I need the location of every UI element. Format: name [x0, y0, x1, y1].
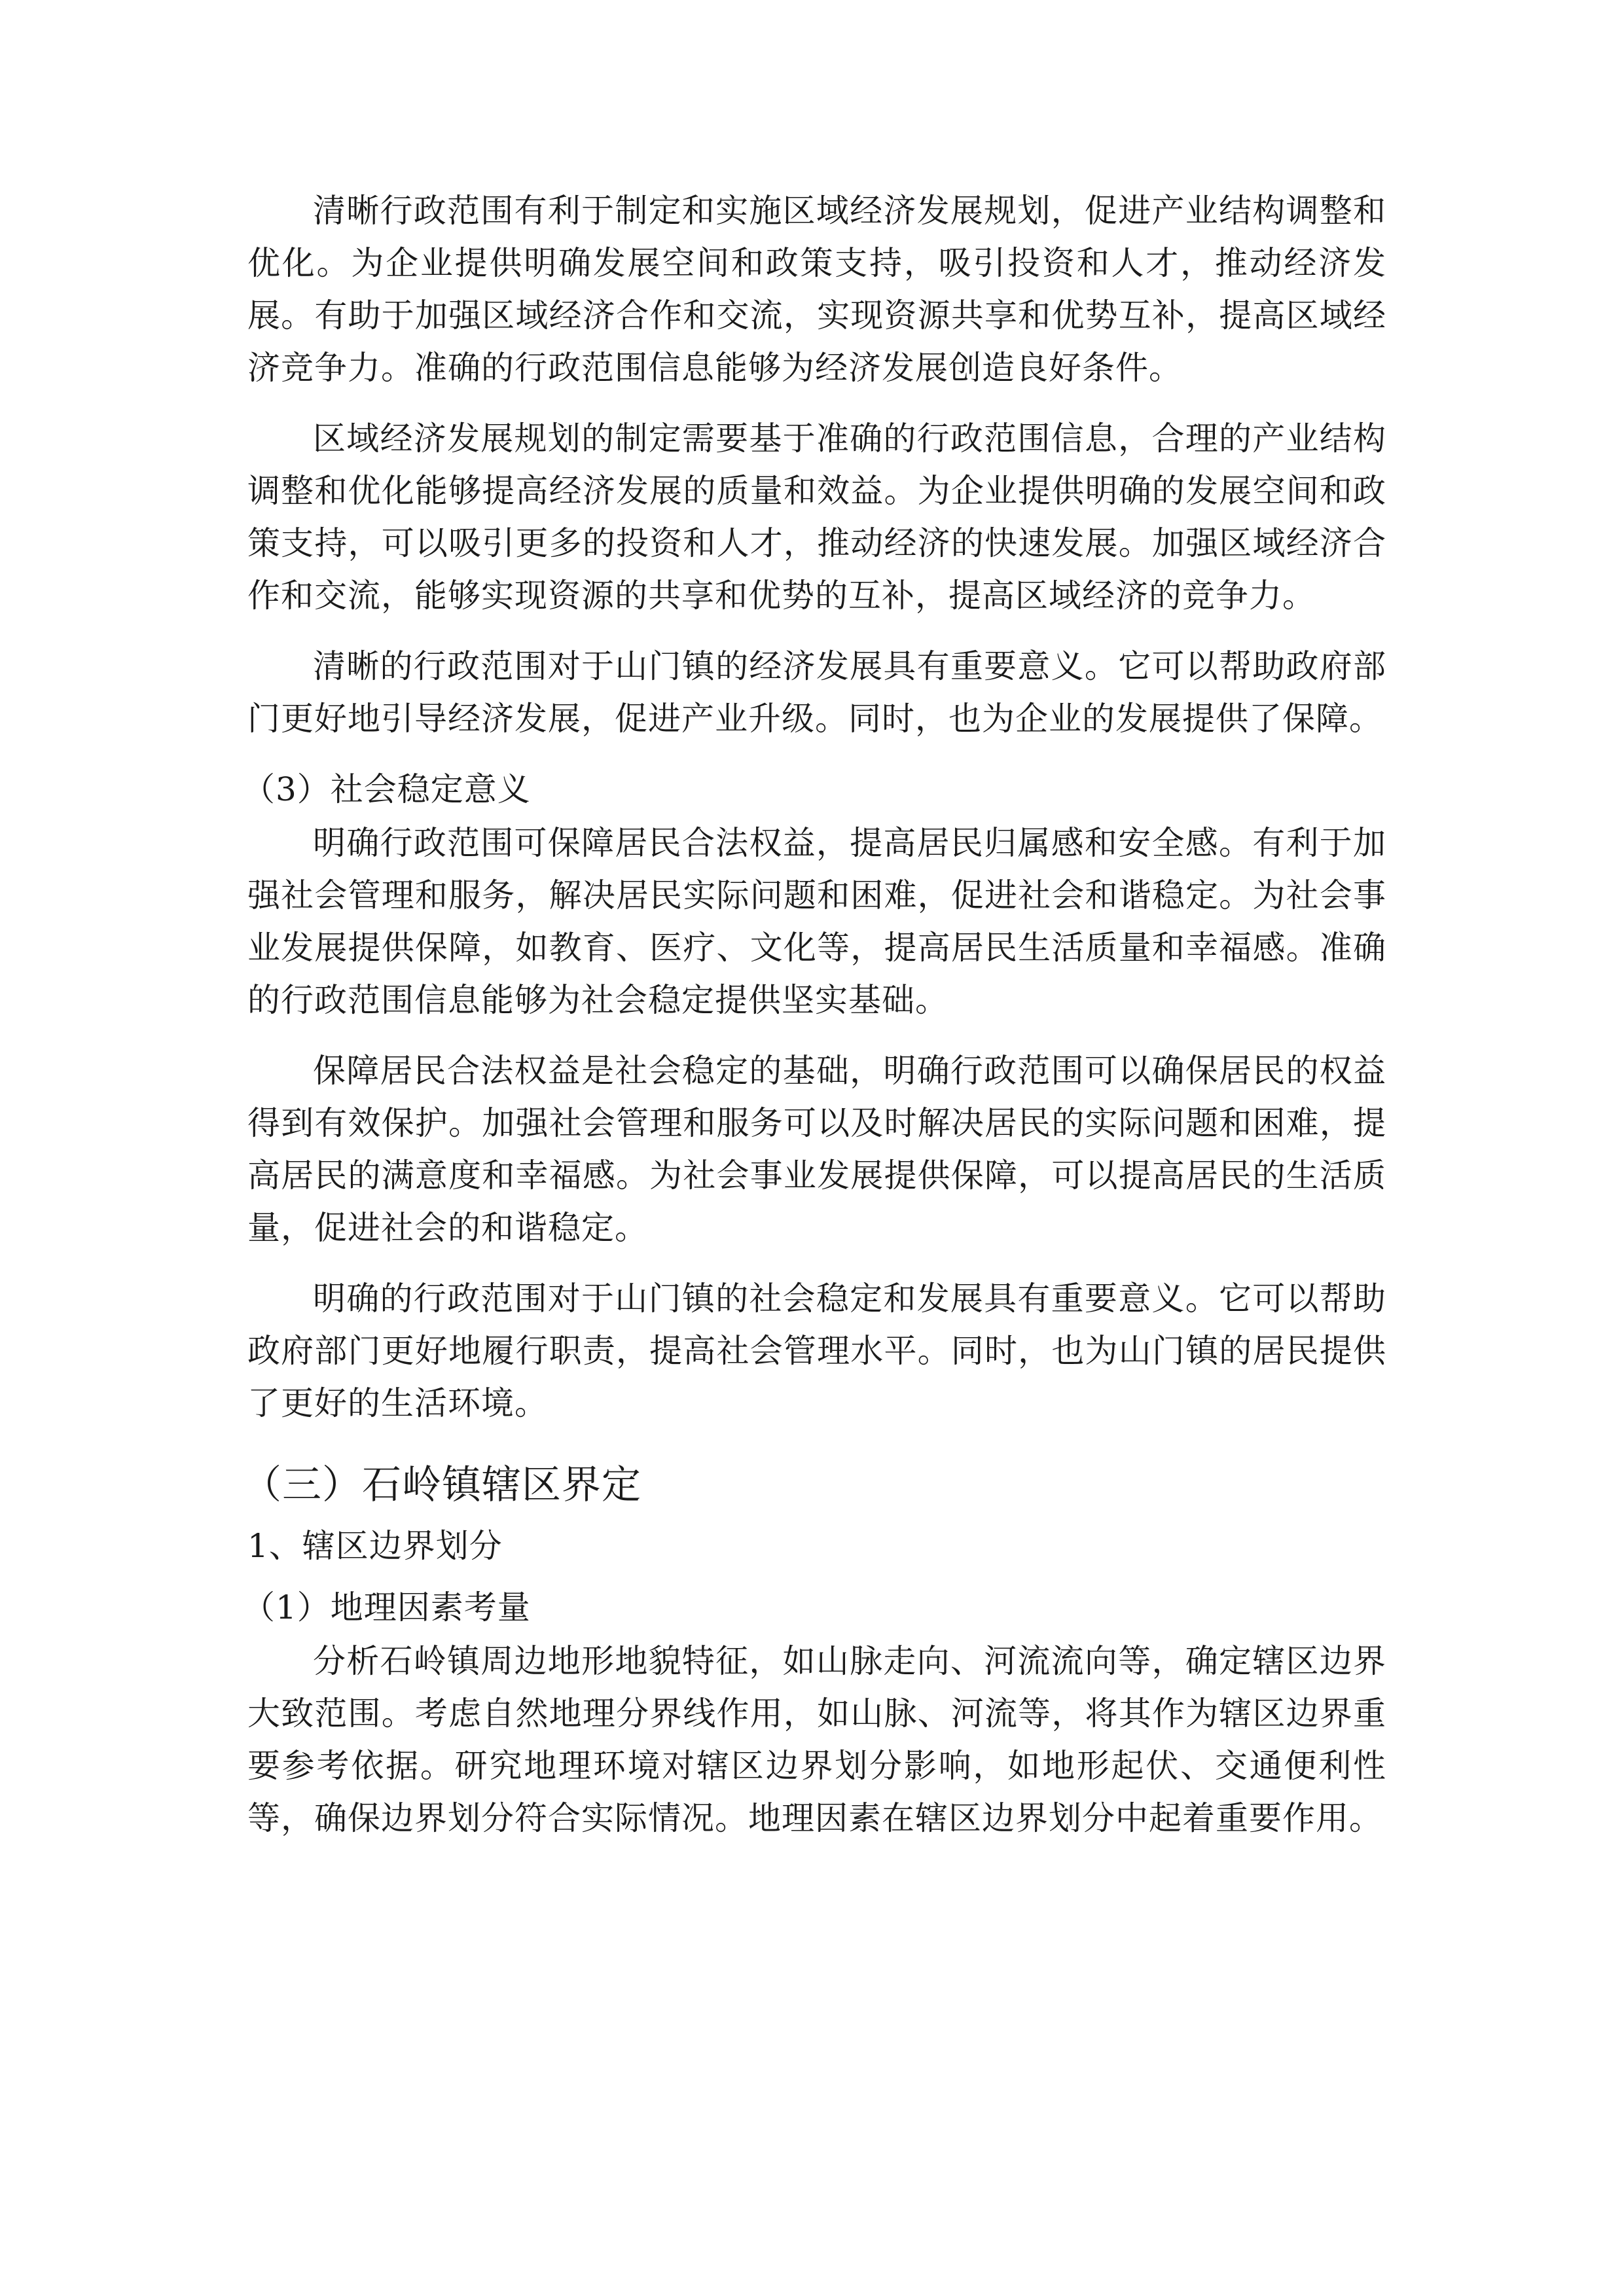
- body-paragraph: 明确行政范围可保障居民合法权益，提高居民归属感和安全感。有利于加强社会管理和服务，解决居民实际问题和困难，促进社会和谐稳定。为社会事业发展提供保障，如教育、医疗、文化等，提高居民生活质量和幸福感。准确的行政范围信息能够为社会稳定提供坚实基础。: [247, 824, 1386, 1019]
- body-paragraph: 保障居民合法权益是社会稳定的基础，明确行政范围可以确保居民的权益得到有效保护。加强社会管理和服务可以及时解决居民的实际问题和困难，提高居民的满意度和幸福感。为社会事业发展提供保障，可以提高居民的生活质量，促进社会的和谐稳定。: [247, 1052, 1386, 1247]
- body-paragraph: 分析石岭镇周边地形地貌特征，如山脉走向、河流流向等，确定辖区边界大致范围。考虑自然地理分界线作用，如山脉、河流等，将其作为辖区边界重要参考依据。研究地理环境对辖区边界划分影响，如地形起伏、交通便利性等，确保边界划分符合实际情况。地理因素在辖区边界划分中起着重要作用。: [247, 1642, 1386, 1837]
- body-paragraph: 清晰行政范围有利于制定和实施区域经济发展规划，促进产业结构调整和优化。为企业提供明确发展空间和政策支持，吸引投资和人才，推动经济发展。有助于加强区域经济合作和交流，实现资源共享和优势互补，提高区域经济竞争力。准确的行政范围信息能够为经济发展创造良好条件。: [247, 192, 1386, 387]
- subsection-heading-boundary: 1、辖区边界划分: [247, 1527, 503, 1565]
- section-heading-shiling: （三）石岭镇辖区界定: [242, 1462, 641, 1508]
- subheading-social-stability: （3）社会稳定意义: [242, 770, 531, 808]
- body-paragraph: 区域经济发展规划的制定需要基于准确的行政范围信息，合理的产业结构调整和优化能够提高经济发展的质量和效益。为企业提供明确的发展空间和政策支持，可以吸引更多的投资和人才，推动经济的快速发展。加强区域经济合作和交流，能够实现资源的共享和优势的互补，提高区域经济的竞争力。: [247, 420, 1386, 615]
- body-paragraph: 清晰的行政范围对于山门镇的经济发展具有重要意义。它可以帮助政府部门更好地引导经济发展，促进产业升级。同时，也为企业的发展提供了保障。: [247, 647, 1386, 738]
- subheading-geography: （1）地理因素考量: [242, 1588, 531, 1626]
- document-body: [242, 185, 1386, 1863]
- body-paragraph: 明确的行政范围对于山门镇的社会稳定和发展具有重要意义。它可以帮助政府部门更好地履行职责，提高社会管理水平。同时，也为山门镇的居民提供了更好的生活环境。: [247, 1280, 1386, 1422]
